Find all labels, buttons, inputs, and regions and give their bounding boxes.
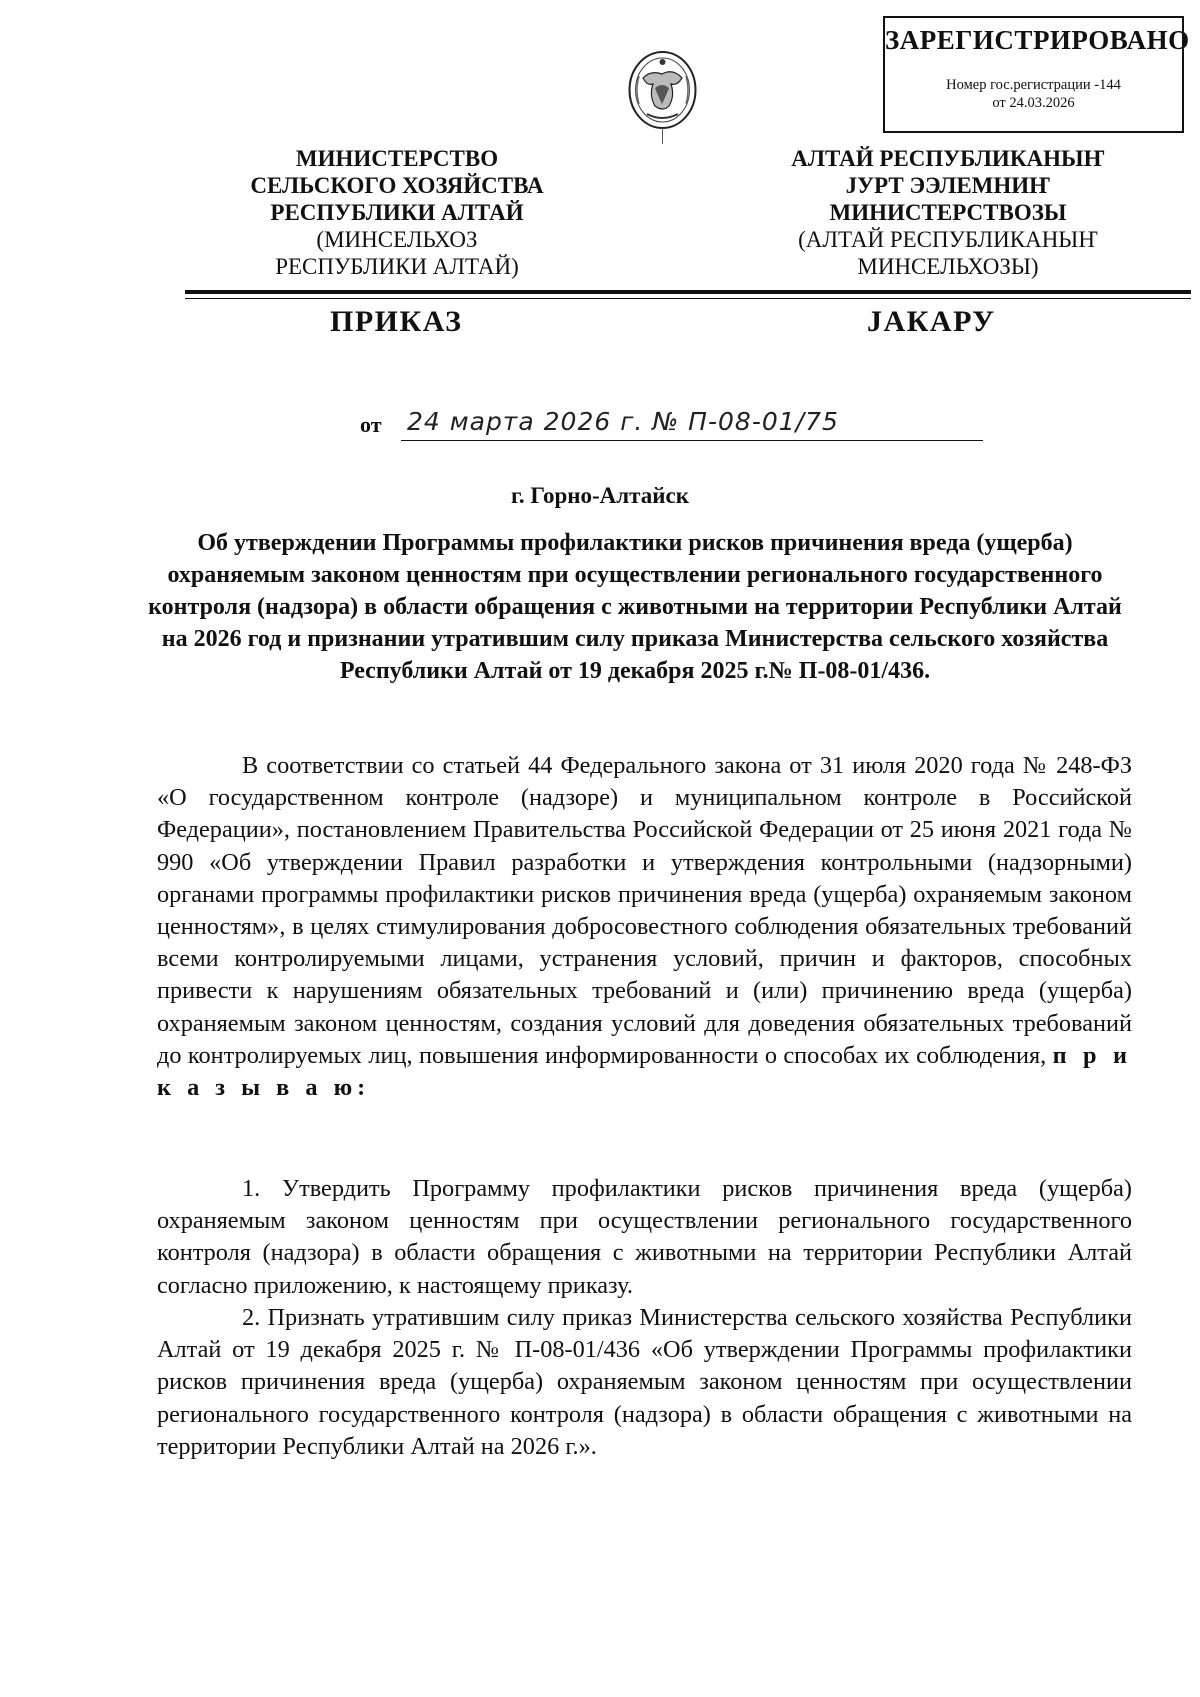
stamp-title: ЗАРЕГИСТРИРОВАНО	[885, 25, 1190, 55]
ministry-ru-line3: РЕСПУБЛИКИ АЛТАЙ	[270, 200, 524, 225]
stamp-reg-date: от 24.03.2026	[992, 95, 1075, 111]
city: г. Горно-Алтайск	[511, 483, 689, 508]
header-divider-thick	[185, 290, 1191, 294]
ministry-alt-line3: МИНИСТЕРСТВОЗЫ	[829, 200, 1067, 225]
order-item-2: 2. Признать утратившим силу приказ Министерства сельского хозяйства Республики Алтай от 19 декабря 2025 г. № П-08-01/436 «Об утверждении Программы профилактики рисков причинения вреда (ущерба) охраняемым законом ценностям при осуществлении регионального государственного контроля (надзора) в области обращения с животными на территории Республики Алтай на 2026 г.».	[157, 1304, 1132, 1460]
order-word: п р и к а з ы в а ю:	[157, 1041, 1132, 1102]
preamble-text: В соответствии со статьей 44 Федерального закона от 31 июля 2020 года № 248-ФЗ «О государственном контроле (надзоре) и муниципальном контроле в Российской Федерации», постановлением Правительства Российской Федерации от 25 июня 2021 года № 990 «Об утверждении Правил разработки и утверждения контрольными (надзорными) органами программы профилактики рисков причинения вреда (ущерба) охраняемым законом ценностям», в целях стимулирования добросовестного соблюдения обязательных требований всеми контролируемыми лицами, устранения условий, причин и факторов, способных привести к нарушениям обязательных требований и (или) причинению вреда (ущерба) охраняемым законом ценностям, создания условий для доведения обязательных требований до контролируемых лиц, повышения информированности о способах их соблюдения,	[157, 752, 1132, 1069]
doc-type-altai: ЈАКАРУ	[867, 305, 996, 338]
date-prefix: от	[360, 412, 382, 437]
ministry-alt-line1: АЛТАЙ РЕСПУБЛИКАНЫҤ	[791, 146, 1105, 171]
ministry-alt-line2: ЈУРТ ЭЭЛЕМНИҤ	[845, 173, 1051, 198]
preamble-paragraph	[157, 750, 1132, 1104]
ministry-alt-line5: МИНСЕЛЬХОЗЫ)	[857, 254, 1039, 279]
handwritten-date-number: 24 марта 2026 г. № П-08-01/75	[401, 405, 983, 441]
ministry-alt-line4: (АЛТАЙ РЕСПУБЛИКАНЫҤ	[798, 227, 1098, 252]
ministry-name-russian	[187, 145, 607, 280]
ministry-ru-line5: РЕСПУБЛИКИ АЛТАЙ)	[275, 254, 519, 279]
stamp-reg-number: Номер гос.регистрации -144	[946, 77, 1121, 93]
registration-stamp	[883, 16, 1190, 133]
header-divider-thin	[185, 298, 1191, 299]
coat-of-arms-emblem	[625, 48, 700, 148]
ministry-ru-line1: МИНИСТЕРСТВО	[295, 146, 499, 171]
doc-type-russian: ПРИКАЗ	[330, 305, 463, 338]
ministry-ru-line2: СЕЛЬСКОГО ХОЗЯЙСТВА	[250, 173, 544, 198]
order-item-1: 1. Утвердить Программу профилактики рисков причинения вреда (ущерба) охраняемым законом ценностям при осуществлении регионального государственного контроля (надзора) в области обращения с животными на территории Республики Алтай согласно приложению, к настоящему приказу.	[157, 1175, 1132, 1299]
ministry-name-altai	[738, 145, 1158, 280]
ministry-ru-line4: (МИНСЕЛЬХОЗ	[316, 227, 478, 252]
document-title: Об утверждении Программы профилактики рисков причинения вреда (ущерба) охраняемым законом ценностям при осуществлении регионального государственного контроля (надзора) в области обращения с животными на территории Республики Алтай на 2026 год и признании утратившим силу приказа Министерства сельского хозяйства Республики Алтай от 19 декабря 2025 г.№ П-08-01/436.	[148, 530, 1122, 684]
